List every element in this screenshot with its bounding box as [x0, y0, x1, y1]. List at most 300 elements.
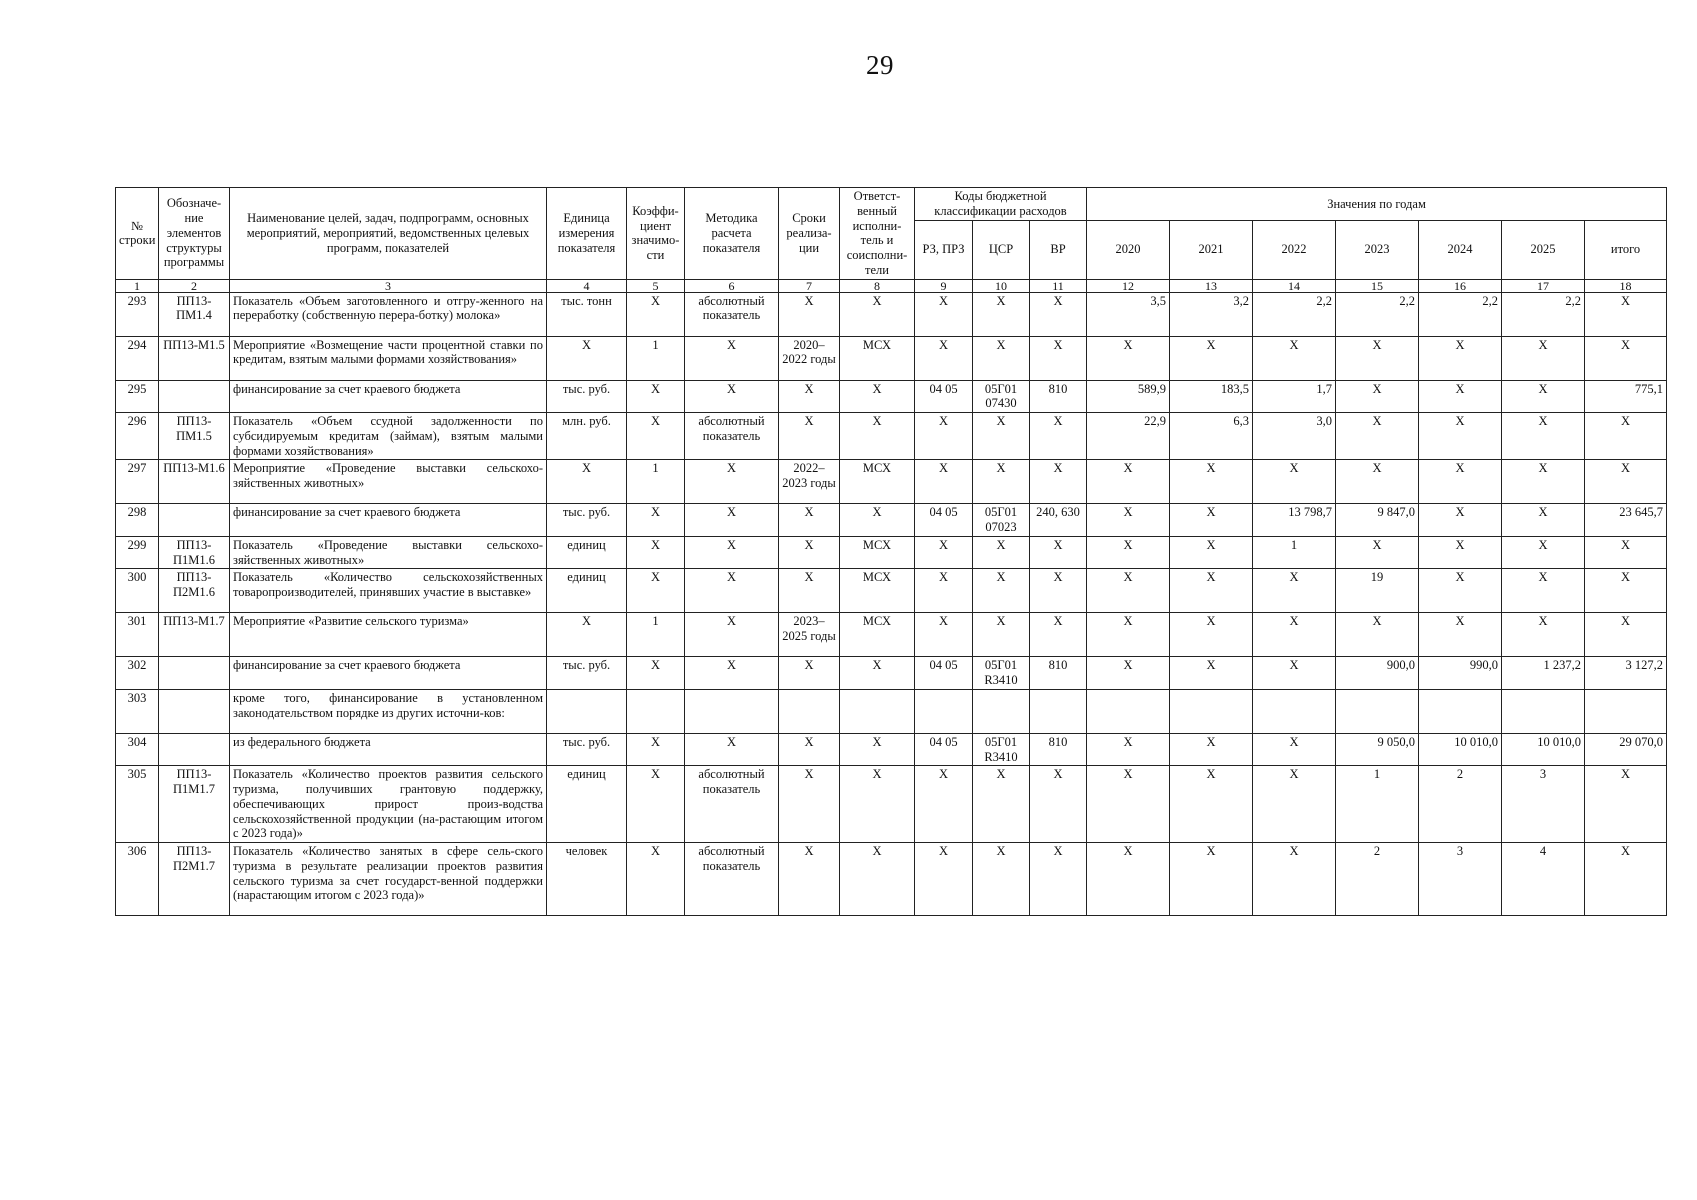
- designation: ПП13-ПМ1.4: [159, 292, 230, 336]
- value-year: 589,9: [1087, 380, 1170, 413]
- value-year: 4: [1502, 843, 1585, 916]
- coefficient: X: [627, 766, 685, 843]
- unit: единиц: [547, 569, 627, 613]
- csr-code: [973, 689, 1030, 733]
- row-number: 293: [116, 292, 159, 336]
- coefficient: [627, 689, 685, 733]
- item-name: финансирование за счет краевого бюджета: [230, 657, 547, 690]
- terms: X: [779, 569, 840, 613]
- value-year: X: [1502, 460, 1585, 504]
- unit: человек: [547, 843, 627, 916]
- value-year: 1 237,2: [1502, 657, 1585, 690]
- value-year: X: [1336, 336, 1419, 380]
- page-number: 29: [866, 50, 894, 80]
- table-row: [116, 380, 1667, 413]
- item-name: Мероприятие «Развитие сельского туризма»: [230, 613, 547, 657]
- value-year: 2,2: [1419, 292, 1502, 336]
- value-year: X: [1253, 613, 1336, 657]
- value-year: X: [1087, 843, 1170, 916]
- coefficient: X: [627, 292, 685, 336]
- terms: X: [779, 766, 840, 843]
- value-year: [1253, 689, 1336, 733]
- header-values-by-year: Значения по годам: [1087, 188, 1667, 221]
- value-total: X: [1585, 292, 1667, 336]
- method: X: [685, 733, 779, 766]
- table-row: [116, 657, 1667, 690]
- value-year: 2,2: [1502, 292, 1585, 336]
- value-total: 23 645,7: [1585, 504, 1667, 537]
- method: абсолютный показатель: [685, 843, 779, 916]
- value-year: 9 847,0: [1336, 504, 1419, 537]
- responsible: МСХ: [840, 613, 915, 657]
- value-total: X: [1585, 613, 1667, 657]
- value-year: X: [1087, 504, 1170, 537]
- value-total: X: [1585, 460, 1667, 504]
- value-year: 10 010,0: [1419, 733, 1502, 766]
- row-number: 302: [116, 657, 159, 690]
- value-year: 3: [1419, 843, 1502, 916]
- terms: X: [779, 380, 840, 413]
- value-year: 3: [1502, 766, 1585, 843]
- table-row: [116, 292, 1667, 336]
- header-unit: Единица измерения показателя: [547, 188, 627, 280]
- value-year: X: [1419, 336, 1502, 380]
- vr-code: X: [1030, 613, 1087, 657]
- table-row: [116, 766, 1667, 843]
- terms: 2020–2022 годы: [779, 336, 840, 380]
- header-year: 2025: [1502, 221, 1585, 279]
- value-year: X: [1419, 380, 1502, 413]
- value-year: X: [1253, 733, 1336, 766]
- row-number: 298: [116, 504, 159, 537]
- table-row: [116, 504, 1667, 537]
- csr-code: X: [973, 843, 1030, 916]
- vr-code: X: [1030, 569, 1087, 613]
- item-name: Показатель «Объем заготовленного и отгру-женного на переработку (собственную перера-ботку) молока»: [230, 292, 547, 336]
- csr-code: X: [973, 460, 1030, 504]
- indicators-table: [115, 187, 1667, 916]
- header-year: 2023: [1336, 221, 1419, 279]
- method: абсолютный показатель: [685, 413, 779, 460]
- coefficient: 1: [627, 460, 685, 504]
- vr-code: X: [1030, 413, 1087, 460]
- unit: тыс. руб.: [547, 380, 627, 413]
- value-year: X: [1336, 413, 1419, 460]
- row-number: 303: [116, 689, 159, 733]
- value-year: 22,9: [1087, 413, 1170, 460]
- unit: X: [547, 613, 627, 657]
- column-number: 12: [1087, 279, 1170, 292]
- value-year: X: [1253, 569, 1336, 613]
- csr-code: X: [973, 292, 1030, 336]
- method: X: [685, 504, 779, 537]
- value-year: 3,0: [1253, 413, 1336, 460]
- csr-code: 05Г01 07023: [973, 504, 1030, 537]
- value-total: X: [1585, 413, 1667, 460]
- rz-code: X: [915, 460, 973, 504]
- value-year: X: [1419, 536, 1502, 569]
- table-row: [116, 689, 1667, 733]
- value-year: X: [1502, 613, 1585, 657]
- row-number: 299: [116, 536, 159, 569]
- item-name: Показатель «Количество проектов развития сельского туризма, получивших грантовую поддержку, обеспечивающих прирост произ-водства сельскохозяйственной продукции (на-растающим итогом с 2023 года)»: [230, 766, 547, 843]
- value-year: X: [1502, 413, 1585, 460]
- value-year: X: [1087, 336, 1170, 380]
- row-number: 301: [116, 613, 159, 657]
- unit: единиц: [547, 536, 627, 569]
- rz-code: X: [915, 536, 973, 569]
- responsible: X: [840, 733, 915, 766]
- value-year: X: [1253, 336, 1336, 380]
- coefficient: X: [627, 380, 685, 413]
- value-year: 990,0: [1419, 657, 1502, 690]
- value-year: X: [1170, 336, 1253, 380]
- value-total: X: [1585, 536, 1667, 569]
- terms: X: [779, 843, 840, 916]
- column-number: 17: [1502, 279, 1585, 292]
- rz-code: X: [915, 413, 973, 460]
- item-name: Показатель «Количество занятых в сфере сель-ского туризма в результате реализации проектов развития сельского туризма за счет государст-венной поддержки (нарастающим итогом с 2023 года)»: [230, 843, 547, 916]
- column-number: 11: [1030, 279, 1087, 292]
- method: X: [685, 657, 779, 690]
- responsible: X: [840, 292, 915, 336]
- value-year: X: [1087, 733, 1170, 766]
- csr-code: 05Г01 07430: [973, 380, 1030, 413]
- value-year: 2: [1336, 843, 1419, 916]
- table-row: [116, 336, 1667, 380]
- vr-code: X: [1030, 536, 1087, 569]
- value-year: [1170, 689, 1253, 733]
- vr-code: X: [1030, 336, 1087, 380]
- coefficient: X: [627, 733, 685, 766]
- terms: X: [779, 413, 840, 460]
- responsible: X: [840, 380, 915, 413]
- value-year: 2,2: [1336, 292, 1419, 336]
- rz-code: 04 05: [915, 380, 973, 413]
- item-name: финансирование за счет краевого бюджета: [230, 504, 547, 537]
- column-number: 9: [915, 279, 973, 292]
- csr-code: X: [973, 336, 1030, 380]
- value-year: 6,3: [1170, 413, 1253, 460]
- value-year: 19: [1336, 569, 1419, 613]
- value-year: X: [1502, 569, 1585, 613]
- value-year: X: [1087, 613, 1170, 657]
- column-number: 16: [1419, 279, 1502, 292]
- vr-code: X: [1030, 292, 1087, 336]
- unit: X: [547, 336, 627, 380]
- value-year: X: [1253, 460, 1336, 504]
- header-year: 2022: [1253, 221, 1336, 279]
- value-year: [1087, 689, 1170, 733]
- column-number: 8: [840, 279, 915, 292]
- coefficient: X: [627, 413, 685, 460]
- value-year: X: [1170, 613, 1253, 657]
- value-year: X: [1087, 766, 1170, 843]
- value-total: X: [1585, 843, 1667, 916]
- rz-code: [915, 689, 973, 733]
- terms: X: [779, 536, 840, 569]
- terms: X: [779, 292, 840, 336]
- designation: ПП13-М1.7: [159, 613, 230, 657]
- designation: [159, 380, 230, 413]
- table-row: [116, 733, 1667, 766]
- unit: единиц: [547, 766, 627, 843]
- method: абсолютный показатель: [685, 292, 779, 336]
- row-number: 295: [116, 380, 159, 413]
- value-year: X: [1087, 460, 1170, 504]
- vr-code: X: [1030, 766, 1087, 843]
- vr-code: X: [1030, 460, 1087, 504]
- value-year: X: [1087, 536, 1170, 569]
- coefficient: 1: [627, 613, 685, 657]
- responsible: X: [840, 504, 915, 537]
- rz-code: X: [915, 766, 973, 843]
- table-row: [116, 613, 1667, 657]
- csr-code: X: [973, 413, 1030, 460]
- row-number: 306: [116, 843, 159, 916]
- value-year: X: [1253, 843, 1336, 916]
- method: абсолютный показатель: [685, 766, 779, 843]
- method: X: [685, 613, 779, 657]
- header-method: Методика расчета показателя: [685, 188, 779, 280]
- table-body: [116, 292, 1667, 916]
- vr-code: X: [1030, 843, 1087, 916]
- rz-code: X: [915, 843, 973, 916]
- value-year: X: [1336, 460, 1419, 504]
- header-csr: ЦСР: [973, 221, 1030, 279]
- csr-code: 05Г01 R3410: [973, 657, 1030, 690]
- unit: X: [547, 460, 627, 504]
- method: [685, 689, 779, 733]
- value-year: X: [1170, 569, 1253, 613]
- header-coefficient: Коэффи-циент значимо-сти: [627, 188, 685, 280]
- value-year: 10 010,0: [1502, 733, 1585, 766]
- value-year: 1,7: [1253, 380, 1336, 413]
- method: X: [685, 336, 779, 380]
- item-name: кроме того, финансирование в установленном законодательством порядке из других источни-ков:: [230, 689, 547, 733]
- row-number: 297: [116, 460, 159, 504]
- value-year: 1: [1253, 536, 1336, 569]
- value-year: X: [1419, 504, 1502, 537]
- value-total: 29 070,0: [1585, 733, 1667, 766]
- value-year: X: [1253, 766, 1336, 843]
- value-year: 1: [1336, 766, 1419, 843]
- unit: тыс. руб.: [547, 733, 627, 766]
- row-number: 300: [116, 569, 159, 613]
- method: X: [685, 380, 779, 413]
- header-year: 2020: [1087, 221, 1170, 279]
- column-number: 2: [159, 279, 230, 292]
- header-total: итого: [1585, 221, 1667, 279]
- value-total: 3 127,2: [1585, 657, 1667, 690]
- value-year: [1336, 689, 1419, 733]
- unit: млн. руб.: [547, 413, 627, 460]
- rz-code: 04 05: [915, 657, 973, 690]
- value-year: 2,2: [1253, 292, 1336, 336]
- designation: ПП13-П1М1.6: [159, 536, 230, 569]
- value-year: X: [1502, 504, 1585, 537]
- item-name: Показатель «Объем ссудной задолженности по субсидируемым кредитам (займам), взятым малыми формами хозяйствования»: [230, 413, 547, 460]
- terms: 2022–2023 годы: [779, 460, 840, 504]
- designation: ПП13-П2М1.7: [159, 843, 230, 916]
- coefficient: X: [627, 504, 685, 537]
- value-total: X: [1585, 766, 1667, 843]
- column-number: 15: [1336, 279, 1419, 292]
- vr-code: 810: [1030, 733, 1087, 766]
- header-year: 2024: [1419, 221, 1502, 279]
- designation: ПП13-М1.5: [159, 336, 230, 380]
- item-name: Показатель «Проведение выставки сельскохо-зяйственных животных»: [230, 536, 547, 569]
- value-year: 3,5: [1087, 292, 1170, 336]
- unit: тыс. руб.: [547, 657, 627, 690]
- designation: [159, 657, 230, 690]
- item-name: из федерального бюджета: [230, 733, 547, 766]
- header-name: Наименование целей, задач, подпрограмм, основных мероприятий, мероприятий, ведомственных целевых программ, показателей: [230, 188, 547, 280]
- value-total: 775,1: [1585, 380, 1667, 413]
- csr-code: X: [973, 536, 1030, 569]
- value-year: X: [1170, 766, 1253, 843]
- designation: ПП13-П2М1.6: [159, 569, 230, 613]
- method: X: [685, 460, 779, 504]
- header-vr: ВР: [1030, 221, 1087, 279]
- column-number: 3: [230, 279, 547, 292]
- value-year: X: [1170, 657, 1253, 690]
- value-year: X: [1170, 843, 1253, 916]
- column-number: 6: [685, 279, 779, 292]
- unit: тыс. руб.: [547, 504, 627, 537]
- coefficient: X: [627, 536, 685, 569]
- designation: ПП13-М1.6: [159, 460, 230, 504]
- value-year: X: [1419, 460, 1502, 504]
- designation: ПП13-П1М1.7: [159, 766, 230, 843]
- item-name: Показатель «Количество сельскохозяйственных товаропроизводителей, принявших участие в выставке»: [230, 569, 547, 613]
- item-name: финансирование за счет краевого бюджета: [230, 380, 547, 413]
- row-number: 305: [116, 766, 159, 843]
- value-year: X: [1336, 380, 1419, 413]
- coefficient: X: [627, 569, 685, 613]
- table-row: [116, 843, 1667, 916]
- row-number: 296: [116, 413, 159, 460]
- item-name: Мероприятие «Проведение выставки сельскохо-зяйственных животных»: [230, 460, 547, 504]
- responsible: X: [840, 766, 915, 843]
- table-row: [116, 413, 1667, 460]
- value-year: X: [1170, 536, 1253, 569]
- header-row-number: № строки: [116, 188, 159, 280]
- csr-code: 05Г01 R3410: [973, 733, 1030, 766]
- rz-code: 04 05: [915, 733, 973, 766]
- value-total: [1585, 689, 1667, 733]
- value-year: 900,0: [1336, 657, 1419, 690]
- responsible: МСХ: [840, 536, 915, 569]
- vr-code: 810: [1030, 380, 1087, 413]
- value-year: X: [1419, 569, 1502, 613]
- csr-code: X: [973, 569, 1030, 613]
- header-responsible: Ответст-венный исполни-тель и соисполни-тели: [840, 188, 915, 280]
- responsible: X: [840, 843, 915, 916]
- value-year: 3,2: [1170, 292, 1253, 336]
- value-year: 183,5: [1170, 380, 1253, 413]
- column-number: 14: [1253, 279, 1336, 292]
- terms: 2023–2025 годы: [779, 613, 840, 657]
- responsible: X: [840, 413, 915, 460]
- column-number: 18: [1585, 279, 1667, 292]
- value-year: 2: [1419, 766, 1502, 843]
- column-number: 5: [627, 279, 685, 292]
- table-row: [116, 536, 1667, 569]
- value-year: X: [1087, 569, 1170, 613]
- responsible: МСХ: [840, 460, 915, 504]
- terms: X: [779, 657, 840, 690]
- value-year: X: [1087, 657, 1170, 690]
- coefficient: X: [627, 843, 685, 916]
- table-row: [116, 569, 1667, 613]
- rz-code: X: [915, 613, 973, 657]
- column-number: 4: [547, 279, 627, 292]
- header-budget-codes: Коды бюджетной классификации расходов: [915, 188, 1087, 221]
- row-number: 294: [116, 336, 159, 380]
- vr-code: [1030, 689, 1087, 733]
- value-year: X: [1170, 504, 1253, 537]
- header-rz: РЗ, ПРЗ: [915, 221, 973, 279]
- terms: X: [779, 504, 840, 537]
- row-number: 304: [116, 733, 159, 766]
- value-year: [1419, 689, 1502, 733]
- value-year: [1502, 689, 1585, 733]
- value-year: 13 798,7: [1253, 504, 1336, 537]
- method: X: [685, 569, 779, 613]
- unit: [547, 689, 627, 733]
- header-terms: Сроки реализа-ции: [779, 188, 840, 280]
- csr-code: X: [973, 766, 1030, 843]
- value-year: X: [1336, 613, 1419, 657]
- column-number: 10: [973, 279, 1030, 292]
- terms: X: [779, 733, 840, 766]
- value-year: X: [1336, 536, 1419, 569]
- value-year: X: [1253, 657, 1336, 690]
- column-number: 1: [116, 279, 159, 292]
- rz-code: X: [915, 569, 973, 613]
- column-number-row: [116, 279, 1667, 292]
- vr-code: 810: [1030, 657, 1087, 690]
- csr-code: X: [973, 613, 1030, 657]
- designation: [159, 733, 230, 766]
- value-year: X: [1170, 460, 1253, 504]
- responsible: МСХ: [840, 336, 915, 380]
- value-total: X: [1585, 336, 1667, 380]
- value-year: X: [1502, 536, 1585, 569]
- responsible: [840, 689, 915, 733]
- vr-code: 240, 630: [1030, 504, 1087, 537]
- designation: [159, 504, 230, 537]
- designation: [159, 689, 230, 733]
- value-total: X: [1585, 569, 1667, 613]
- method: X: [685, 536, 779, 569]
- rz-code: 04 05: [915, 504, 973, 537]
- unit: тыс. тонн: [547, 292, 627, 336]
- responsible: X: [840, 657, 915, 690]
- value-year: X: [1419, 613, 1502, 657]
- designation: ПП13-ПМ1.5: [159, 413, 230, 460]
- column-number: 7: [779, 279, 840, 292]
- coefficient: X: [627, 657, 685, 690]
- terms: [779, 689, 840, 733]
- coefficient: 1: [627, 336, 685, 380]
- responsible: МСХ: [840, 569, 915, 613]
- value-year: X: [1170, 733, 1253, 766]
- value-year: X: [1502, 380, 1585, 413]
- value-year: X: [1419, 413, 1502, 460]
- rz-code: X: [915, 292, 973, 336]
